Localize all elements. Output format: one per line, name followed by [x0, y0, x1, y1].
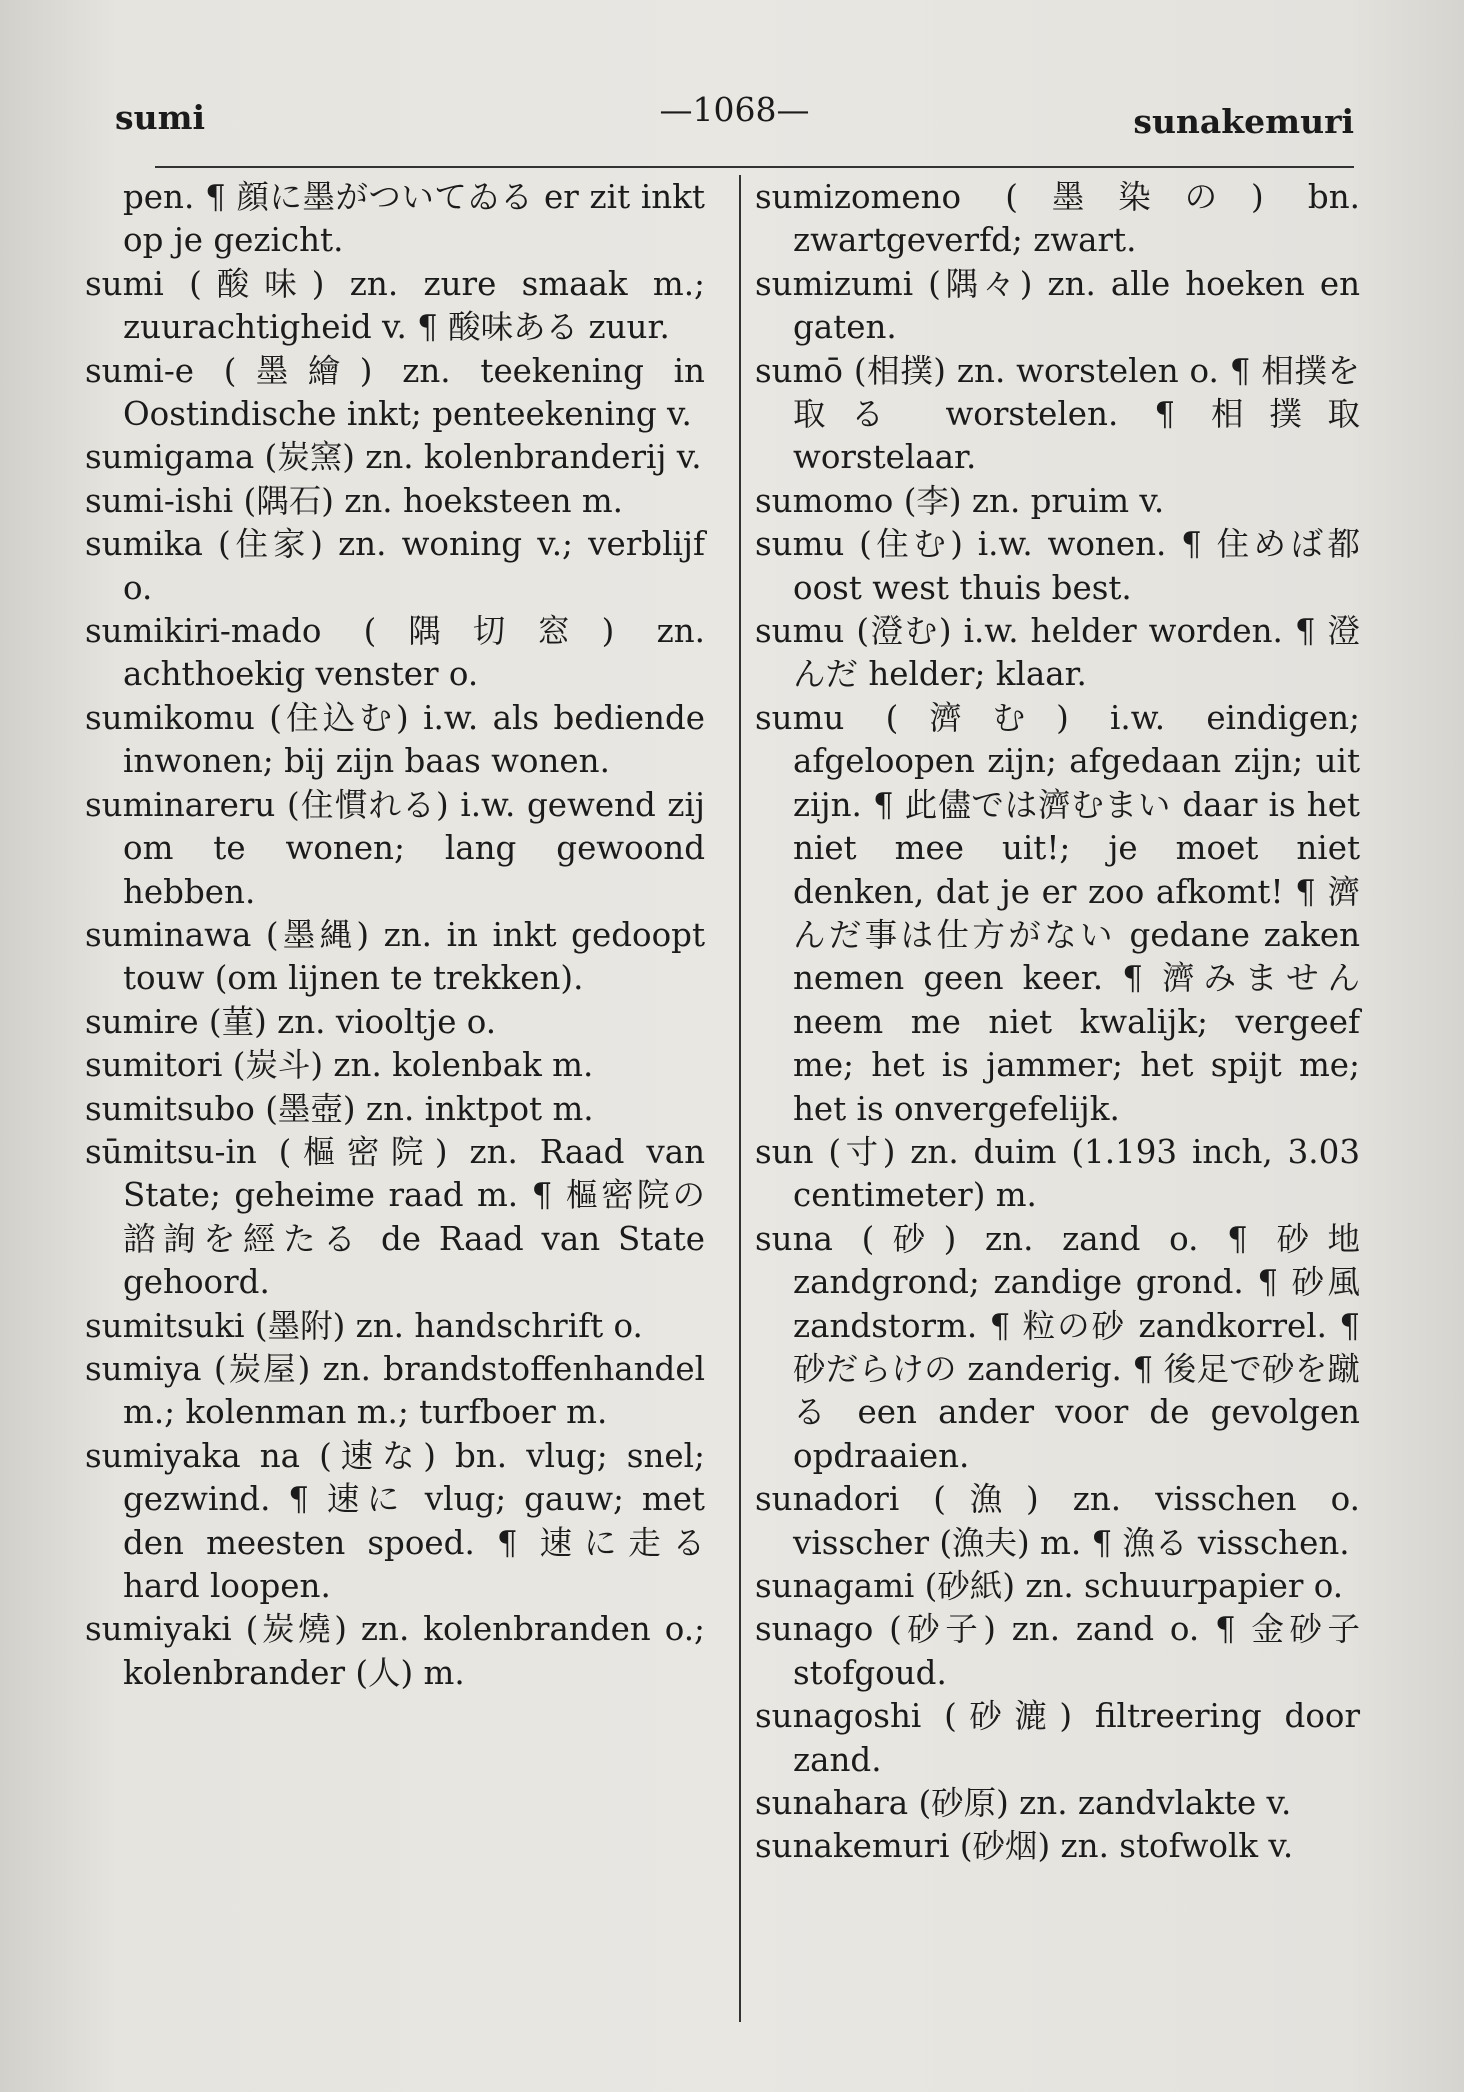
dictionary-entry: sumika (住家) zn. woning v.; verblijf o. — [85, 525, 705, 607]
page-header — [115, 90, 1354, 140]
dictionary-entry: suminareru (住慣れる) i.w. gewend zij om te wonen; lang gewoond hebben. — [85, 785, 705, 911]
dictionary-entry: sumiya (炭屋) zn. brandstoffenhandel m.; kolenman m.; turfboer m. — [85, 1349, 705, 1432]
dictionary-entry: sumikomu (住込む) i.w. als bediende inwonen; bij zijn baas wonen. — [85, 698, 705, 781]
dictionary-entry: sunagami (砂紙) zn. schuurpapier o. — [755, 1567, 1344, 1605]
dictionary-entry: sumitsuki (墨附) zn. handschrift o. — [85, 1306, 643, 1345]
dictionary-entry: sumigama (炭窯) zn. kolenbranderij v. — [85, 438, 702, 477]
dictionary-entry: sumizumi (隅々) zn. alle hoeken en gaten. — [755, 264, 1360, 347]
dictionary-entry: sunago (砂子) zn. zand o. ¶ 金砂子 stofgoud. — [755, 1610, 1360, 1692]
dictionary-entry: sunakemuri (砂烟) zn. stofwolk v. — [755, 1827, 1294, 1866]
page-number: —1068— — [659, 90, 810, 129]
column-divider — [739, 175, 741, 2022]
dictionary-entry: sunahara (砂原) zn. zandvlakte v. — [755, 1784, 1292, 1823]
dictionary-entry: sumi-ishi (隅石) zn. hoeksteen m. — [85, 481, 623, 520]
dictionary-entry: suminawa (墨縄) zn. in inkt gedoopt touw (om lijnen te trekken). — [85, 915, 705, 998]
dictionary-entry: sumitori (炭斗) zn. kolenbak m. — [85, 1046, 594, 1085]
dictionary-entry: sumō (相撲) zn. worstelen o. ¶ 相撲を取る worstelen. ¶ 相撲取 worstelaar. — [755, 351, 1360, 477]
dictionary-entry: pen. ¶ 顔に墨がついてゐる er zit inkt op je gezicht. — [123, 178, 705, 260]
dictionary-entry: sumu (澄む) i.w. helder worden. ¶ 澄んだ helder; klaar. — [755, 612, 1360, 694]
dictionary-entry: sumi-e (墨繪) zn. teekening in Oostindische inkt; penteekening v. — [85, 351, 705, 434]
dictionary-entry: sumikiri-mado (隅切窓) zn. achthoekig venster o. — [85, 612, 705, 694]
dictionary-entry: sumizomeno (墨染の) bn. zwartgeverfd; zwart. — [755, 178, 1360, 260]
dictionary-entry: suna (砂) zn. zand o. ¶ 砂地 zandgrond; zandige grond. ¶ 砂風 zandstorm. ¶ 粒の砂 zandkorrel. ¶ 砂だらけの zanderig. ¶ 後足で砂を蹴る een ander voor de gevolgen opdraaien. — [755, 1219, 1360, 1475]
dictionary-entry: sumu (濟む) i.w. eindigen; afgeloopen zijn; afgedaan zijn; uit zijn. ¶ 此儘では濟むまい daar is het niet mee uit!; je moet niet denken, dat je er zoo afkomt! ¶ 濟んだ事は仕方がない gedane zaken nemen geen keer. ¶ 濟みません neem me niet kwalijk; vergeef me; het is jammer; het spijt me; het is onvergefelijk. — [755, 698, 1360, 1128]
left-column — [85, 176, 705, 1695]
dictionary-entry: sumomo (李) zn. pruim v. — [755, 481, 1165, 520]
dictionary-entry: sumiyaka na (速な) bn. vlug; snel; gezwind. ¶ 速に vlug; gauw; met den meesten spoed. ¶ 速に走る hard loopen. — [85, 1436, 705, 1605]
dictionary-entry: sun (寸) zn. duim (1.193 inch, 3.03 centimeter) m. — [755, 1132, 1360, 1215]
dictionary-entry: sumiyaki (炭燒) zn. kolenbranden o.; kolenbrander (人) m. — [85, 1610, 705, 1692]
dictionary-entry: sumire (菫) zn. viooltje o. — [85, 1002, 497, 1041]
dictionary-entry: sumu (住む) i.w. wonen. ¶ 住めば都 oost west thuis best. — [755, 525, 1360, 607]
dictionary-entry: sūmitsu-in (樞密院) zn. Raad van State; geheime raad m. ¶ 樞密院の諮詢を經たる de Raad van State gehoord. — [85, 1132, 705, 1302]
dictionary-entry: sumitsubo (墨壺) zn. inktpot m. — [85, 1089, 594, 1128]
right-running-head: sunakemuri — [1133, 102, 1354, 141]
dictionary-entry: sumi (酸味) zn. zure smaak m.; zuurachtigheid v. ¶ 酸味ある zuur. — [85, 264, 705, 347]
dictionary-entry: sunadori (漁) zn. visschen o. visscher (漁夫) m. ¶ 漁る visschen. — [755, 1480, 1360, 1562]
left-running-head: sumi — [115, 98, 206, 137]
dictionary-entry: sunagoshi (砂漉) filtreering door zand. — [755, 1697, 1360, 1779]
right-column — [755, 176, 1360, 1869]
header-rule — [155, 166, 1354, 168]
